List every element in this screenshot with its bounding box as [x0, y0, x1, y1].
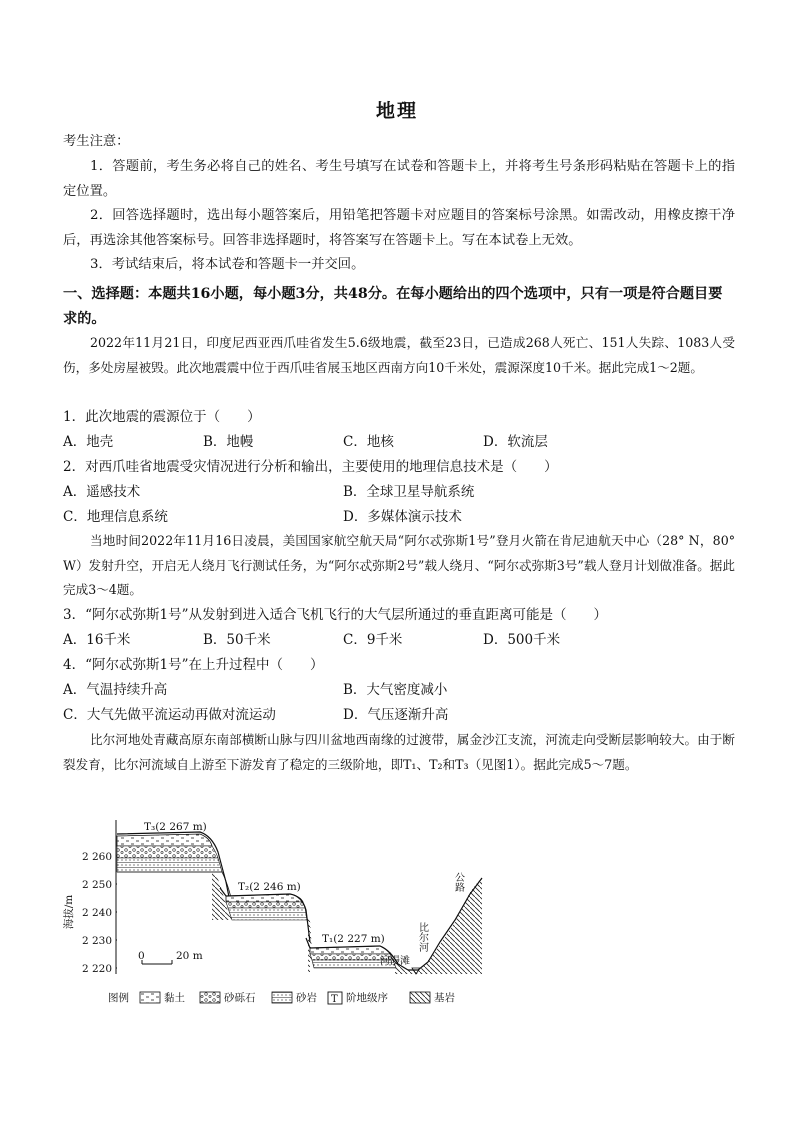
question-3: 3．“阿尔忒弥斯1号”从发射到进入适合飞机飞行的大气层所通过的垂直距离可能是（ ） [63, 607, 607, 623]
option-c[interactable]: C．地核 [343, 434, 394, 450]
option-a[interactable]: A．气温持续升高 [63, 682, 168, 698]
terrace-cross-section-figure [60, 812, 500, 1017]
question-1: 1．此次地震的震源位于（ ） [63, 409, 261, 425]
option-c[interactable]: C．大气先做平流运动再做对流运动 [63, 707, 276, 723]
question-4: 4．“阿尔忒弥斯1号”在上升过程中（ ） [63, 657, 324, 673]
y-axis [62, 820, 121, 975]
y-axis-label: 海拔/m [63, 894, 75, 930]
notice-list [63, 155, 735, 278]
t2-gravel-layer [226, 902, 305, 908]
option-a[interactable]: A．16千米 [63, 632, 131, 648]
option-c[interactable]: C．9千米 [343, 632, 403, 648]
t1-label: T₁(2 227 m) [322, 933, 385, 945]
y-tick-label: 2 230 [81, 935, 112, 947]
t3-label: T₃(2 267 m) [144, 821, 207, 833]
option-c[interactable]: C．地理信息系统 [63, 509, 168, 525]
option-d[interactable]: D．气压逐渐升高 [343, 707, 449, 723]
option-d[interactable]: D．500千米 [483, 632, 561, 648]
option-b[interactable]: B．全球卫星导航系统 [343, 484, 475, 500]
options-q3 [63, 628, 743, 652]
options-q2-row2 [63, 505, 743, 529]
legend-sandstone: 砂岩 [296, 992, 317, 1004]
scale-length: 20 m [176, 950, 203, 962]
road-label: 公路 [452, 872, 464, 892]
option-b[interactable]: B．地幔 [203, 434, 254, 450]
legend-terrace-box: T [331, 994, 338, 1005]
notice-item: 2．回答选择题时，选出每小题答案后，用铅笔把答题卡对应题目的答案标号涂黑。如需改动，用橡皮擦干净后，再选涂其他答案标号。回答非选择题时，将答案写在答题卡上。写在本试卷上无效。 [63, 208, 735, 248]
question-stem-2: 当地时间2022年11月16日凌晨，美国国家航空航天局“阿尔忒弥斯1号”登月火箭在肯尼迪航天中心（28° N，80° W）发射升空，开启无人绕月飞行测试任务，为“阿尔忒弥斯2号”载人绕月、“阿尔忒弥斯3号”载人登月计划做准备。据此完成3～4题。 [63, 533, 735, 598]
t3-clay-layer [117, 834, 212, 846]
t3-gravel-layer [117, 846, 218, 858]
options-q4 [63, 678, 743, 702]
page-title: 地理 [375, 100, 418, 122]
question-stem-1: 2022年11月21日，印度尼西亚西爪哇省发生5.6级地震，截至23日，已造成268人死亡、151人失踪、1083人受伤，多处房屋被毁。此次地震震中位于西爪哇省展玉地区西南方向10千米处，震源深度10千米。据此完成1～2题。 [63, 335, 735, 375]
notice-item: 3．考试结束后，将本试卷和答题卡一并交回。 [90, 257, 365, 273]
t2-label: T₂(2 246 m) [238, 881, 301, 893]
notice-item: 1．答题前，考生务必将自己的姓名、考生号填写在试卷和答题卡上，并将考生号条形码粘贴在答题卡上的指定位置。 [63, 159, 735, 199]
legend-bedrock: 基岩 [434, 992, 455, 1004]
option-a[interactable]: A．地壳 [63, 434, 114, 450]
t2-sandstone-layer [228, 908, 307, 920]
floodplain-label: 河漫滩 [380, 956, 410, 967]
notice-heading: 考生注意： [63, 134, 130, 149]
option-a[interactable]: A．遥感技术 [63, 484, 141, 500]
legend-clay: 黏土 [164, 992, 185, 1004]
legend-title: 图例 [108, 992, 129, 1004]
river-label: 比尔河 [416, 922, 428, 952]
options-q4-row2 [63, 703, 743, 727]
section-heading: 一、选择题：本题共16小题，每小题3分，共48分。在每小题给出的四个选项中，只有一项是符合题目要求的。 [63, 286, 723, 327]
scale-zero: 0 [138, 950, 145, 962]
y-tick-label: 2 250 [81, 879, 112, 891]
t3-sandstone-layer [117, 858, 222, 872]
y-tick-label: 2 260 [81, 851, 112, 863]
legend-gravel: 砂砾石 [224, 992, 256, 1004]
options-q1 [63, 430, 743, 454]
option-b[interactable]: B．50千米 [203, 632, 271, 648]
y-tick-label: 2 220 [81, 963, 112, 975]
y-tick-label: 2 240 [81, 907, 112, 919]
option-b[interactable]: B．大气密度减小 [343, 682, 448, 698]
figure-legend [108, 991, 455, 1005]
question-2: 2．对西爪哇省地震受灾情况进行分析和输出，主要使用的地理信息技术是（ ） [63, 459, 558, 475]
options-q2 [63, 480, 743, 504]
option-d[interactable]: D．多媒体演示技术 [343, 509, 462, 525]
option-d[interactable]: D．软流层 [483, 434, 548, 450]
question-stem-3: 比尔河地处青藏高原东南部横断山脉与四川盆地西南缘的过渡带，属金沙江支流，河流走向受断层影响较大。由于断裂发育，比尔河流域自上游至下游发育了稳定的三级阶地，即T₁、T₂和T₃（见图1）。据此完成5～7题。 [63, 732, 735, 772]
legend-terrace-order: 阶地级序 [346, 992, 388, 1004]
